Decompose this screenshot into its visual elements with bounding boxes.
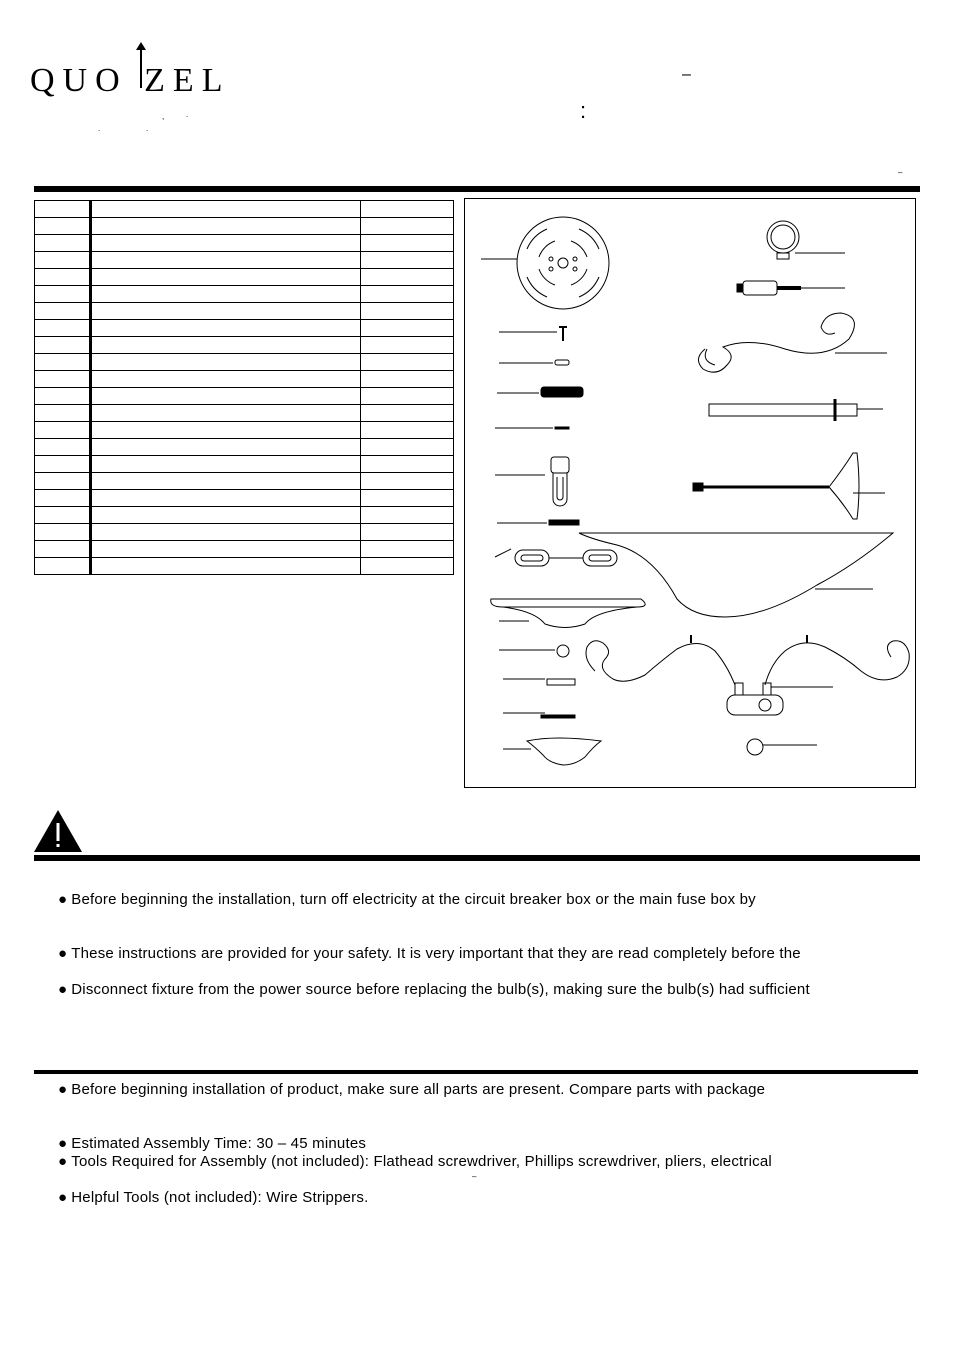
parts-table-cell: [35, 354, 91, 371]
header-colon: :: [580, 98, 587, 123]
header-dash: –: [682, 66, 691, 83]
parts-table-row: [35, 337, 454, 354]
logo-mark-4: .: [146, 124, 149, 133]
parts-table-cell: [90, 320, 361, 337]
parts-table-row: [35, 405, 454, 422]
parts-table-row: [35, 269, 454, 286]
parts-table-cell: [35, 439, 91, 456]
bullet-dot: ●: [58, 891, 68, 908]
parts-table-cell: [35, 320, 91, 337]
safety-bullet-text: These instructions are provided for your safety. It is very important that they are read completely before the: [71, 945, 801, 962]
bullet-dot: ●: [58, 1135, 68, 1152]
parts-table-row: [35, 456, 454, 473]
prep-bullet-text: Tools Required for Assembly (not included): Flathead screwdriver, Phillips screwdriver, pliers, electrical: [71, 1153, 772, 1170]
bullet-dot: ●: [58, 1081, 68, 1098]
prep-bullet-3: [58, 1153, 772, 1170]
parts-table-row: [35, 473, 454, 490]
prep-bullet-2: [58, 1135, 366, 1152]
parts-table-row: [35, 388, 454, 405]
parts-table-cell: [361, 473, 454, 490]
parts-table-row: [35, 507, 454, 524]
parts-table-cell: [361, 252, 454, 269]
parts-table-cell: [361, 218, 454, 235]
header-small-dash: –: [898, 168, 903, 177]
parts-table-cell: [90, 252, 361, 269]
parts-table-cell: [35, 218, 91, 235]
warning-triangle-icon: [33, 809, 83, 853]
parts-illustration: [465, 199, 915, 787]
parts-table-cell: [90, 303, 361, 320]
parts-table-cell: [35, 507, 91, 524]
parts-table-cell: [90, 405, 361, 422]
quoizel-logo: [30, 40, 240, 110]
prep-bullet-4: [58, 1189, 368, 1206]
parts-table-cell: [361, 337, 454, 354]
parts-table-cell: [35, 388, 91, 405]
bullet-dot: ●: [58, 1153, 68, 1170]
parts-table-cell: [35, 269, 91, 286]
parts-table-cell: [90, 354, 361, 371]
parts-table-row: [35, 422, 454, 439]
parts-table-cell: [35, 473, 91, 490]
parts-table-cell: [361, 541, 454, 558]
parts-table-row: [35, 558, 454, 575]
parts-table-cell: [361, 269, 454, 286]
parts-table-cell: [361, 507, 454, 524]
parts-table-cell: [361, 354, 454, 371]
parts-table-cell: [90, 218, 361, 235]
parts-table-cell: [361, 286, 454, 303]
parts-table-row: [35, 354, 454, 371]
parts-table-cell: [90, 524, 361, 541]
parts-table-cell: [90, 558, 361, 575]
parts-table-row: [35, 541, 454, 558]
parts-table-cell: [90, 269, 361, 286]
prep-bullet-1: [58, 1081, 765, 1098]
parts-table-row: [35, 371, 454, 388]
parts-table-cell: [35, 235, 91, 252]
parts-table-cell: [90, 388, 361, 405]
parts-table-row: [35, 252, 454, 269]
parts-table-cell: [90, 235, 361, 252]
bullet-dot: ●: [58, 981, 68, 998]
parts-table-row: [35, 235, 454, 252]
parts-table-cell: [361, 405, 454, 422]
tools-dash: –: [472, 1172, 477, 1181]
parts-table-cell: [35, 422, 91, 439]
parts-table-row: [35, 439, 454, 456]
parts-table-cell: [361, 371, 454, 388]
parts-table-cell: [35, 286, 91, 303]
parts-table-cell: [35, 558, 91, 575]
safety-bullet-text: Before beginning the installation, turn off electricity at the circuit breaker box or the main fuse box by: [71, 891, 756, 908]
parts-table-cell: [35, 405, 91, 422]
parts-table-cell: [90, 490, 361, 507]
bullet-dot: ●: [58, 945, 68, 962]
parts-table-cell: [361, 303, 454, 320]
parts-table-cell: [90, 422, 361, 439]
parts-table-cell: [35, 201, 91, 218]
parts-table: [34, 200, 454, 575]
parts-table-cell: [90, 541, 361, 558]
safety-bullet-2: [58, 945, 801, 962]
bullet-dot: ●: [58, 1189, 68, 1206]
parts-table-cell: [90, 371, 361, 388]
parts-table-cell: [361, 320, 454, 337]
parts-table-cell: [35, 337, 91, 354]
parts-table-cell: [90, 286, 361, 303]
prep-bullet-text: Helpful Tools (not included): Wire Strippers.: [71, 1189, 369, 1206]
warning-rule: [34, 855, 920, 861]
safety-bullet-text: Disconnect fixture from the power source before replacing the bulb(s), making sure the bulb(s) had sufficient: [71, 981, 810, 998]
parts-table-row: [35, 320, 454, 337]
prep-bullet-text: Estimated Assembly Time: 30 – 45 minutes: [71, 1135, 367, 1152]
parts-table-cell: [35, 252, 91, 269]
parts-table-cell: [361, 235, 454, 252]
parts-table-row: [35, 303, 454, 320]
parts-table-cell: [90, 439, 361, 456]
parts-table-cell: [90, 473, 361, 490]
parts-table-row: [35, 201, 454, 218]
parts-table-cell: [361, 439, 454, 456]
prep-rule: [34, 1070, 918, 1074]
parts-table-cell: [361, 558, 454, 575]
parts-table-cell: [90, 507, 361, 524]
parts-diagram: [464, 198, 916, 788]
parts-table-cell: [35, 490, 91, 507]
parts-table-cell: [90, 201, 361, 218]
parts-table-cell: [361, 524, 454, 541]
prep-bullet-text: Before beginning installation of product, make sure all parts are present. Compare parts with package: [71, 1081, 766, 1098]
parts-table-cell: [361, 490, 454, 507]
safety-bullet-1: [58, 891, 756, 908]
parts-table-cell: [35, 524, 91, 541]
parts-table-row: [35, 524, 454, 541]
parts-table-row: [35, 490, 454, 507]
parts-table-cell: [361, 201, 454, 218]
parts-table-cell: [361, 456, 454, 473]
logo-mark-1: ,: [162, 112, 165, 121]
parts-table-cell: [90, 337, 361, 354]
logo-mark-2: .: [186, 110, 189, 119]
parts-table-cell: [35, 371, 91, 388]
logo-text: QUO ZEL: [30, 62, 231, 99]
parts-table-cell: [35, 456, 91, 473]
mounting-plate: [517, 217, 609, 309]
parts-table-row: [35, 218, 454, 235]
parts-table-cell: [35, 303, 91, 320]
parts-table-cell: [90, 456, 361, 473]
safety-bullet-3: [58, 981, 810, 998]
parts-table-cell: [361, 422, 454, 439]
top-rule: [34, 186, 920, 192]
loop: [767, 221, 799, 259]
parts-table-row: [35, 286, 454, 303]
parts-table-cell: [361, 388, 454, 405]
parts-table-cell: [35, 541, 91, 558]
logo-mark-3: .: [98, 124, 101, 133]
